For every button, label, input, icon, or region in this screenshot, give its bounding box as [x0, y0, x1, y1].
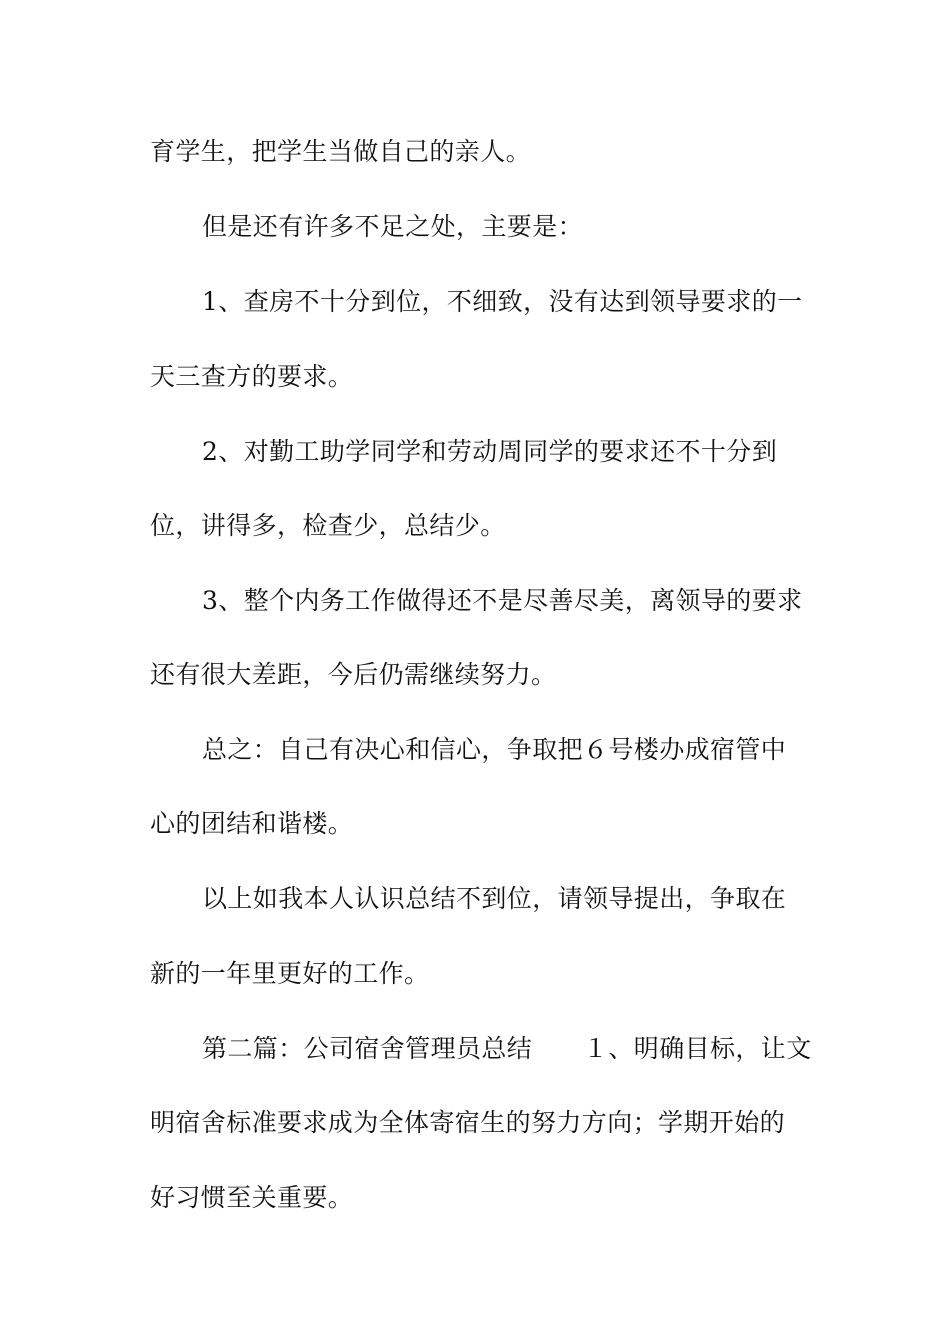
- text-line: 3、整个内务工作做得还不是尽善尽美，离领导的要求: [202, 586, 803, 615]
- text-line: 但是还有许多不足之处，主要是：: [202, 212, 584, 241]
- text-line: 2、对勤工助学同学和劳动周同学的要求还不十分到: [202, 437, 778, 466]
- text-line: 育学生，把学生当做自己的亲人。: [150, 137, 532, 166]
- text-line: 心的团结和谐楼。: [150, 809, 354, 838]
- text-line: 明宿舍标准要求成为全体寄宿生的努力方向；学期开始的: [150, 1108, 786, 1137]
- text-line: 天三查方的要求。: [150, 362, 354, 391]
- text-line: 还有很大差距，今后仍需继续努力。: [150, 660, 557, 689]
- text-line: 1、查房不十分到位，不细致，没有达到领导要求的一: [202, 287, 803, 316]
- text-line: 新的一年里更好的工作。: [150, 959, 430, 988]
- text-line: 第二篇：公司宿舍管理员总结 １、明确目标，让文: [202, 1034, 812, 1063]
- text-line: 位，讲得多，检查少，总结少。: [150, 511, 506, 540]
- text-line: 总之：自己有决心和信心，争取把６号楼办成宿管中: [202, 735, 787, 764]
- text-line: 以上如我本人认识总结不到位，请领导提出，争取在: [202, 884, 787, 913]
- text-line: 好习惯至关重要。: [150, 1183, 354, 1212]
